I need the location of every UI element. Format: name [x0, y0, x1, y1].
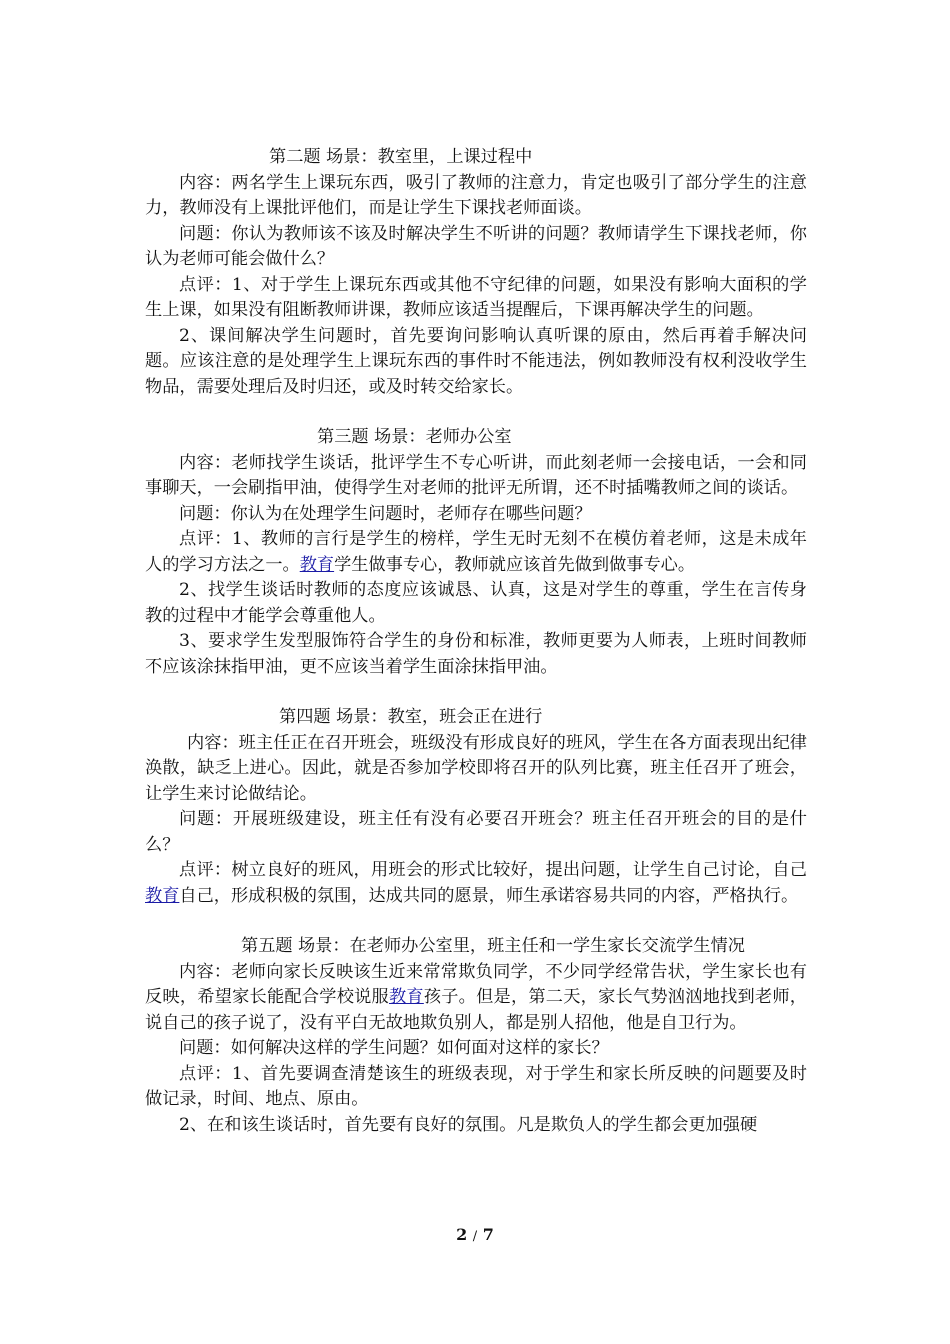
section-comment: 2、在和该生谈话时，首先要有良好的氛围。凡是欺负人的学生都会更加强硬	[179, 1114, 758, 1135]
section-question: 问题：你认为在处理学生问题时，老师存在哪些问题？	[179, 503, 592, 524]
page-separator: /	[472, 1229, 478, 1244]
section-heading: 第二题 场景：教室里，上课过程中	[269, 147, 533, 167]
section-comment: 2、找学生谈话时教师的态度应该诚恳、认真，这是对学生的尊重，学生在言传身教的过程中才能学会尊重他人。	[145, 580, 807, 626]
section-comment: 2、课间解决学生问题时，首先要询问影响认真听课的原由，然后再着手解决问题。应该注意的是处理学生上课玩东西的事件时不能违法，例如教师没有权利没收学生物品，需要处理后及时归还，或及时转交给家长。	[145, 325, 807, 397]
comment-text: 点评：树立良好的班风，用班会的形式比较好，提出问题，让学生自己讨论，自己	[179, 860, 807, 880]
section-content: 内容：班主任正在召开班会，班级没有形成良好的班风，学生在各方面表现出纪律涣散，缺乏上进心。因此，就是否参加学校即将召开的队列比赛，班主任召开了班会，让学生来讨论做结论。	[145, 732, 807, 804]
section-question: 问题：开展班级建设，班主任有没有必要召开班会？班主任召开班会的目的是什么？	[145, 809, 807, 855]
section-heading: 第四题 场景：教室，班会正在进行	[279, 707, 543, 727]
comment-text: 学生做事专心，教师就应该首先做到做事专心。	[334, 554, 696, 575]
section-comment: 点评：1、首先要调查清楚该生的班级表现，对于学生和家长所反映的问题要及时做记录，时间、地点、原由。	[145, 1063, 807, 1109]
section-heading: 第五题 场景：在老师办公室里，班主任和一学生家长交流学生情况	[241, 936, 745, 956]
total-pages: 7	[482, 1225, 494, 1244]
current-page: 2	[456, 1225, 468, 1244]
content-text: 内容：老师向家长反映该生近来常常欺负同学，不少同学经常告状，学生家长也有反映，希望家长能配合学校说服	[145, 961, 807, 1007]
comment-text: 自己，形成积极的氛围，达成共同的愿景，师生承诺容易共同的内容，严格执行。	[179, 885, 799, 906]
section-question: 问题：你认为教师该不该及时解决学生不听讲的问题？教师请学生下课找老师，你认为老师可能会做什么？	[145, 223, 807, 269]
content-text: 孩子。但是，第二天，家长气势汹汹地找到老师，说自己的孩子说了，没有平白无故地欺负别人，都是别人招他，他是自卫行为。	[145, 987, 807, 1033]
education-link[interactable]: 教育	[145, 885, 180, 906]
section-content: 内容：两名学生上课玩东西，吸引了教师的注意力，肯定也吸引了部分学生的注意力，教师没有上课批评他们，而是让学生下课找老师面谈。	[145, 172, 807, 218]
education-link[interactable]: 教育	[299, 554, 335, 575]
section-comment	[145, 858, 807, 909]
page-body	[145, 145, 807, 1138]
section-comment: 点评：1、对于学生上课玩东西或其他不守纪律的问题，如果没有影响大面积的学生上课，如果没有阻断教师讲课，教师应该适当提醒后，下课再解决学生的问题。	[145, 274, 807, 320]
section-comment	[145, 527, 807, 578]
section-comment: 3、要求学生发型服饰符合学生的身份和标准，教师更要为人师表，上班时间教师不应该涂抹指甲油，更不应该当着学生面涂抹指甲油。	[145, 631, 807, 677]
page-number	[0, 1225, 950, 1244]
section-heading: 第三题 场景：老师办公室	[317, 427, 512, 447]
section-question: 问题：如何解决这样的学生问题？如何面对这样的家长？	[179, 1038, 609, 1058]
education-link[interactable]: 教育	[388, 987, 424, 1007]
section-content	[145, 960, 807, 1037]
comment-text: 点评：1、教师的言行是学生的榜样，学生无时无刻不在模仿着老师，这是未成年人的学习方法之一。	[145, 529, 807, 575]
section-content: 内容：老师找学生谈话，批评学生不专心听讲，而此刻老师一会接电话，一会和同事聊天，一会刷指甲油，使得学生对老师的批评无所谓，还不时插嘴教师之间的谈话。	[145, 452, 807, 498]
